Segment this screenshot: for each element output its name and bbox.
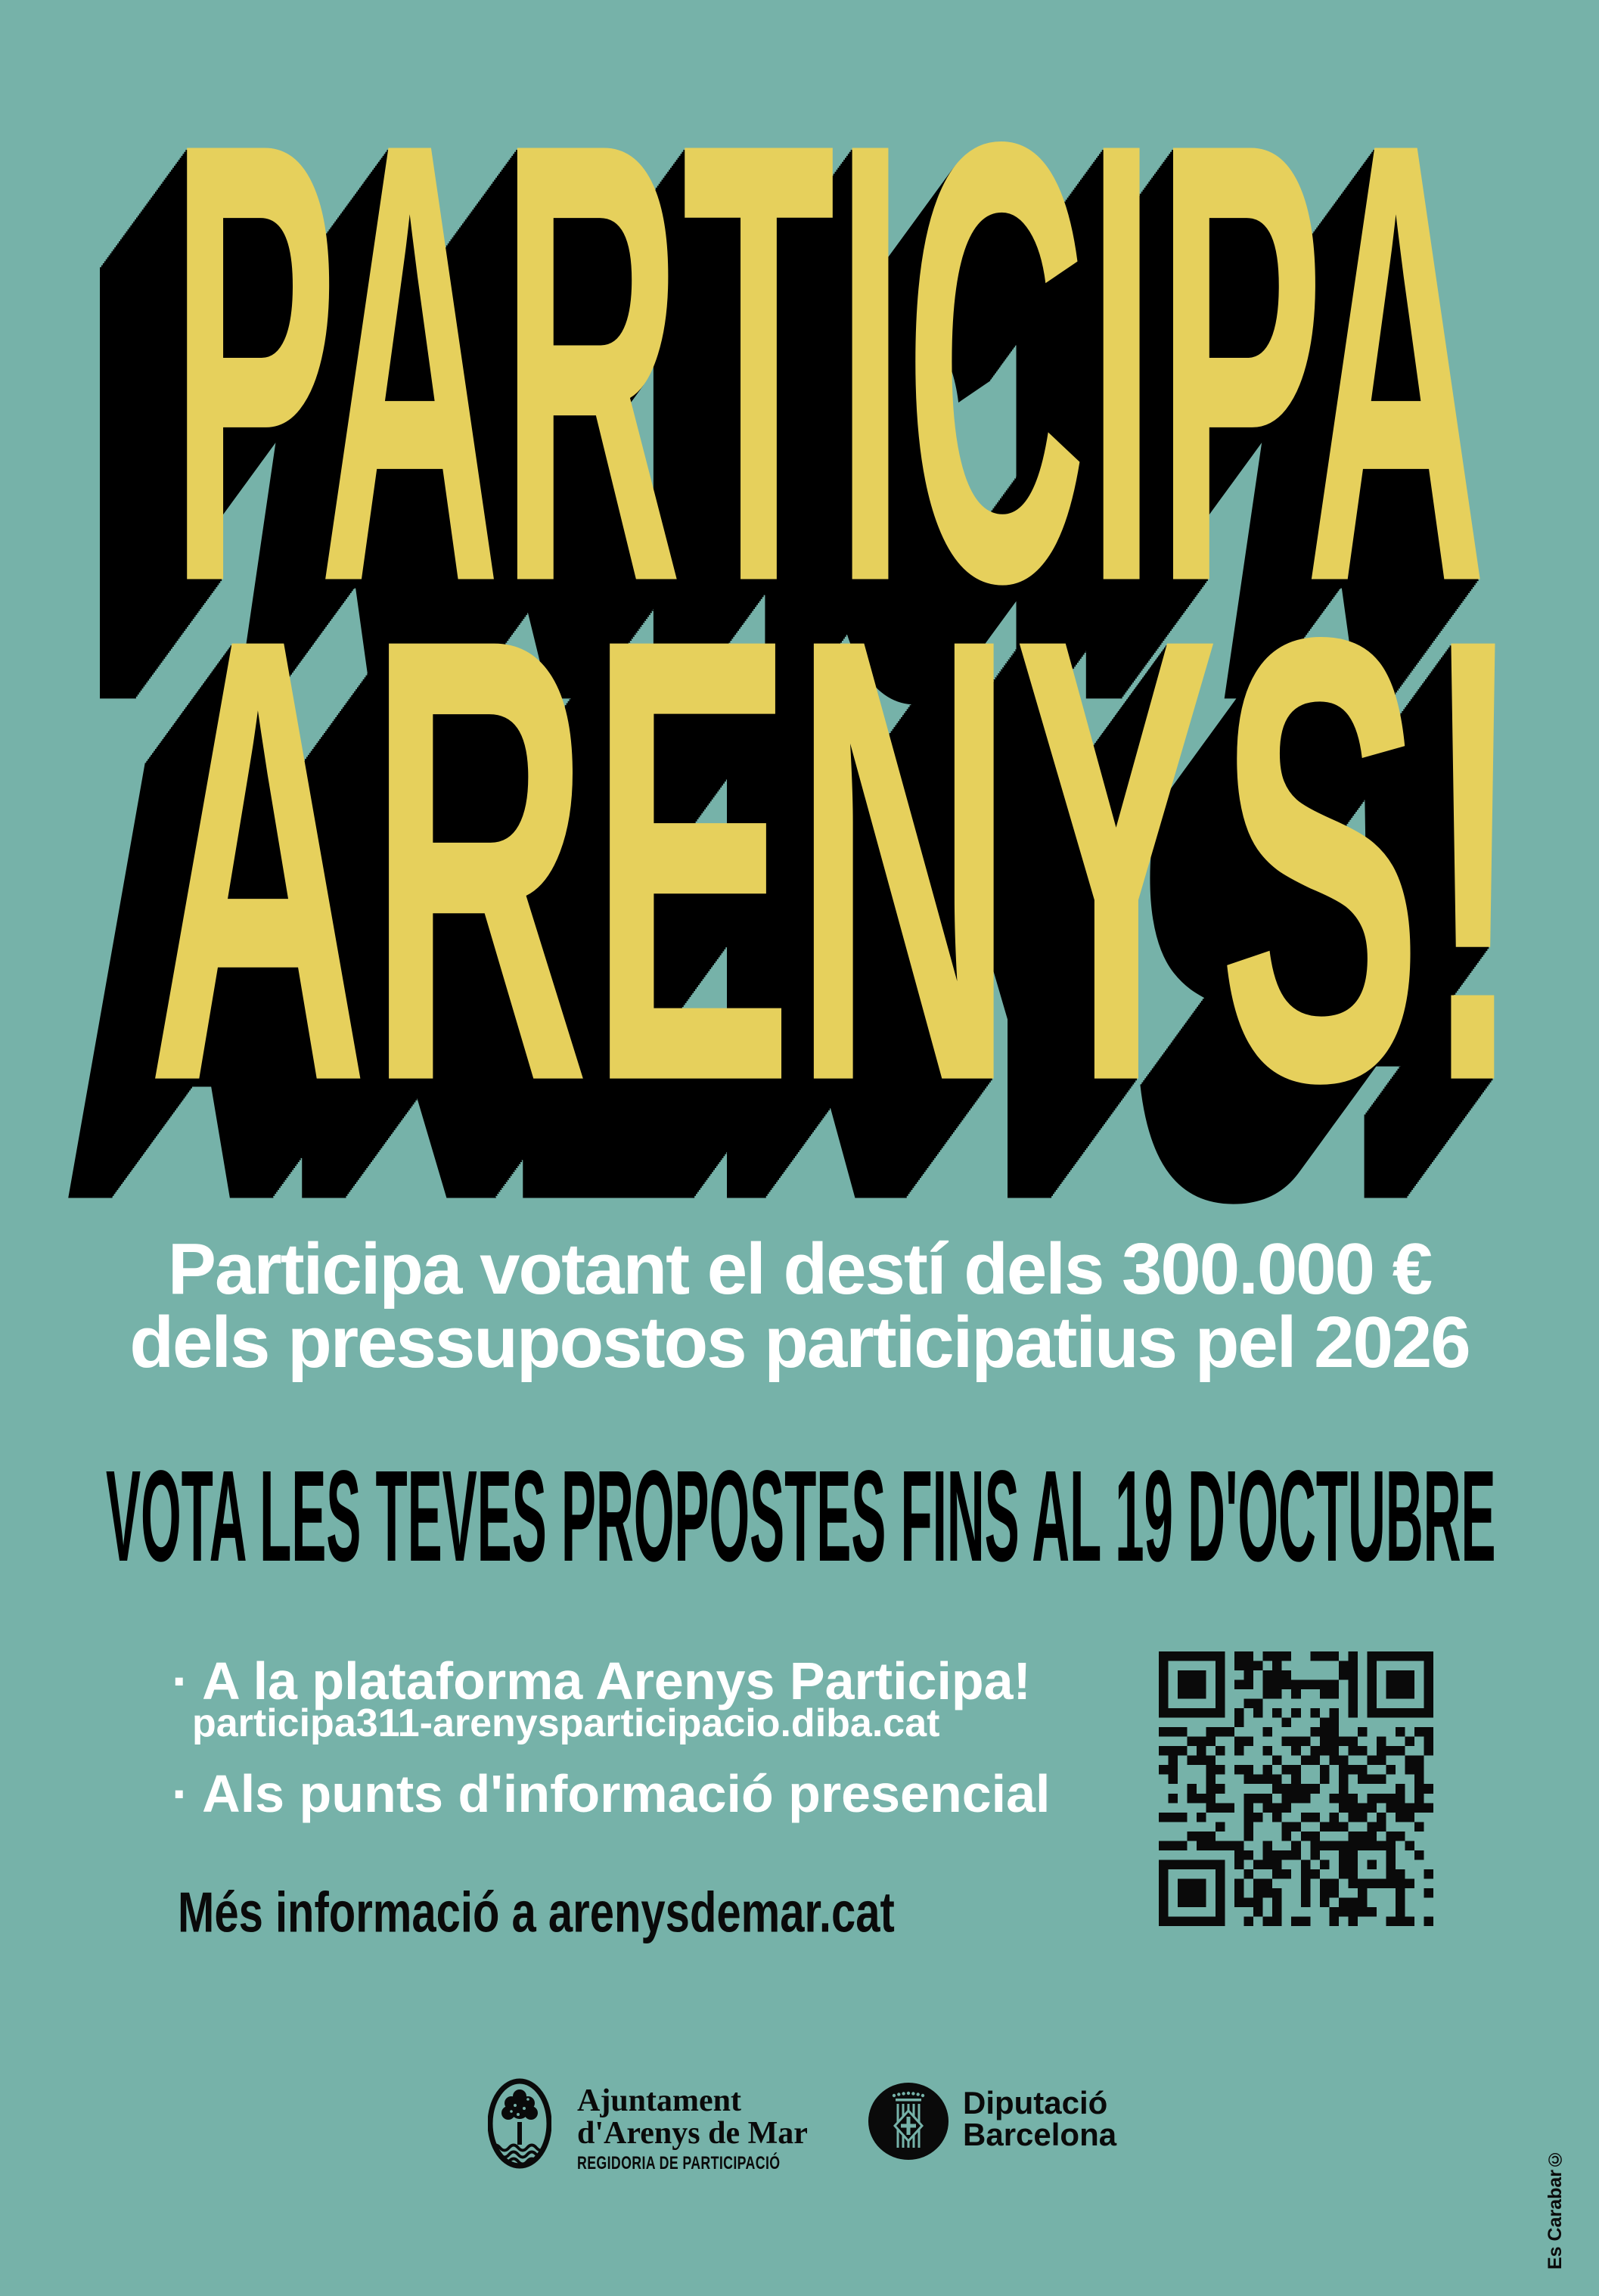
studio-credit: Es Carabar© <box>1545 2148 1566 2270</box>
deadline-heading: VOTA LES TEVES PROPOSTES FINS AL 19 D'OCTUBRE <box>106 1443 1496 1589</box>
qr-code-icon <box>1159 1651 1433 1926</box>
bullet-platform: · A la plataforma Arenys Participa! <box>172 1651 1031 1710</box>
more-info-line: Més informació a arenysdemar.cat <box>178 1880 895 1945</box>
poster-subtitle <box>0 1229 1599 1383</box>
diputacio-emblem-icon <box>868 2083 949 2160</box>
platform-url: participa311-arenysparticipacio.diba.cat <box>192 1701 940 1745</box>
ajuntament-wordmark <box>577 2085 852 2173</box>
diputacio-wordmark <box>963 2087 1116 2151</box>
ajuntament-line2: d'Arenys de Mar <box>577 2116 808 2151</box>
diputacio-line1: Diputació <box>963 2085 1108 2120</box>
subtitle-line2: dels pressupostos participatius pel 2026 <box>129 1302 1470 1383</box>
ajuntament-line1: Ajuntament <box>577 2083 741 2118</box>
poster-title-line2: ARENYS! <box>147 505 1525 1213</box>
ajuntament-emblem-icon <box>488 2078 551 2169</box>
subtitle-line1: Participa votant el destí dels 300.000 € <box>167 1229 1432 1310</box>
bullet-info-points: · Als punts d'informació presencial <box>172 1764 1051 1823</box>
tree-icon <box>501 2089 538 2145</box>
poster-title-line1: PARTICIPA <box>170 11 1487 713</box>
regidoria-subline: REGIDORIA DE PARTICIPACIÓ <box>577 2153 781 2173</box>
diputacio-line2: Barcelona <box>963 2117 1117 2152</box>
